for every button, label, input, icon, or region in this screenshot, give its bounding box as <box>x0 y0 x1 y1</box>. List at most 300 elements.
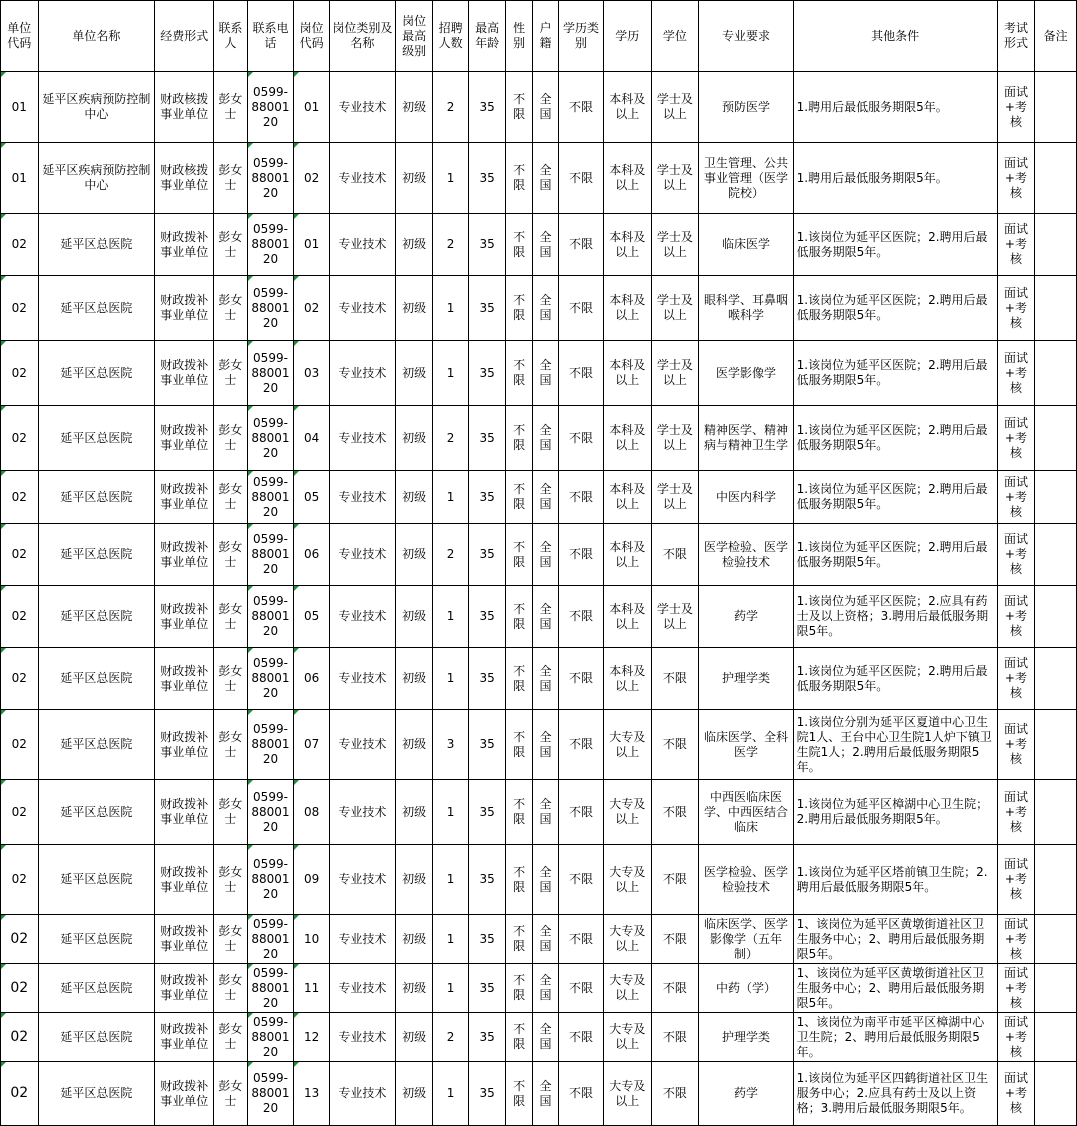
cell-contact: 彭女士 <box>214 276 247 341</box>
cell-exam: 面试+考核 <box>997 648 1035 710</box>
cell-major: 眼科学、耳鼻咽喉科学 <box>699 276 793 341</box>
cell-phone: 0599-8800120 <box>247 710 294 780</box>
cell-contact: 彭女士 <box>214 1062 247 1126</box>
cell-remark <box>1035 143 1077 214</box>
cell-contact: 彭女士 <box>214 341 247 406</box>
cell-education: 本科及以上 <box>603 586 651 648</box>
cell-exam: 面试+考核 <box>997 276 1035 341</box>
column-header: 性别 <box>506 1 532 72</box>
cell-hukou: 全国 <box>532 72 558 143</box>
cell-age: 35 <box>468 214 506 276</box>
cell-exam: 面试+考核 <box>997 72 1035 143</box>
cell-major: 中医内科学 <box>699 471 793 524</box>
cell-level: 初级 <box>395 72 433 143</box>
cell-unit-name: 延平区总医院 <box>38 648 155 710</box>
cell-age: 35 <box>468 72 506 143</box>
cell-hukou: 全国 <box>532 1062 558 1126</box>
cell-phone: 0599-8800120 <box>247 845 294 915</box>
cell-post-code: 03 <box>294 341 330 406</box>
cell-post-type: 专业技术 <box>329 648 395 710</box>
cell-unit-name: 延平区总医院 <box>38 1062 155 1126</box>
cell-unit-name: 延平区总医院 <box>38 524 155 586</box>
cell-phone: 0599-8800120 <box>247 1062 294 1126</box>
cell-education: 本科及以上 <box>603 276 651 341</box>
column-header: 经费形式 <box>155 1 214 72</box>
cell-unit-code: 02 <box>1 524 39 586</box>
cell-gender: 不限 <box>506 471 532 524</box>
cell-remark <box>1035 586 1077 648</box>
cell-gender: 不限 <box>506 780 532 845</box>
cell-phone: 0599-8800120 <box>247 648 294 710</box>
cell-edu-type: 不限 <box>559 710 604 780</box>
table-row <box>1 780 1077 845</box>
cell-hukou: 全国 <box>532 276 558 341</box>
cell-funding: 财政拨补事业单位 <box>155 1013 214 1062</box>
cell-major: 医学检验、医学检验技术 <box>699 845 793 915</box>
cell-unit-code: 02 <box>1 964 39 1013</box>
cell-funding: 财政拨补事业单位 <box>155 1062 214 1126</box>
cell-post-code: 06 <box>294 648 330 710</box>
cell-conditions: 1.该岗位为延平区四鹤街道社区卫生服务中心；2.应具有药士及以上资格；3.聘用后最低服务期限5年。 <box>793 1062 997 1126</box>
cell-unit-name: 延平区总医院 <box>38 710 155 780</box>
cell-phone: 0599-8800120 <box>247 214 294 276</box>
cell-remark <box>1035 341 1077 406</box>
cell-level: 初级 <box>395 710 433 780</box>
cell-degree: 学士及以上 <box>651 276 699 341</box>
cell-gender: 不限 <box>506 648 532 710</box>
cell-unit-name: 延平区总医院 <box>38 471 155 524</box>
table-row <box>1 143 1077 214</box>
cell-major: 药学 <box>699 1062 793 1126</box>
cell-age: 35 <box>468 915 506 964</box>
cell-funding: 财政拨补事业单位 <box>155 586 214 648</box>
cell-hukou: 全国 <box>532 1013 558 1062</box>
cell-funding: 财政拨补事业单位 <box>155 915 214 964</box>
cell-level: 初级 <box>395 780 433 845</box>
cell-gender: 不限 <box>506 915 532 964</box>
cell-education: 大专及以上 <box>603 845 651 915</box>
column-header: 单位名称 <box>38 1 155 72</box>
cell-hukou: 全国 <box>532 143 558 214</box>
cell-gender: 不限 <box>506 845 532 915</box>
cell-unit-code: 02 <box>1 915 39 964</box>
cell-funding: 财政拨补事业单位 <box>155 845 214 915</box>
cell-exam: 面试+考核 <box>997 341 1035 406</box>
cell-contact: 彭女士 <box>214 586 247 648</box>
column-header: 岗位最高级别 <box>395 1 433 72</box>
cell-education: 大专及以上 <box>603 1013 651 1062</box>
cell-funding: 财政拨补事业单位 <box>155 710 214 780</box>
cell-unit-code: 02 <box>1 276 39 341</box>
column-header: 学位 <box>651 1 699 72</box>
cell-unit-name: 延平区总医院 <box>38 845 155 915</box>
table-row <box>1 845 1077 915</box>
cell-count: 2 <box>433 214 469 276</box>
cell-level: 初级 <box>395 1062 433 1126</box>
cell-unit-code: 02 <box>1 710 39 780</box>
table-row <box>1 72 1077 143</box>
cell-unit-name: 延平区总医院 <box>38 341 155 406</box>
cell-degree: 不限 <box>651 524 699 586</box>
cell-remark <box>1035 1062 1077 1126</box>
cell-post-code: 05 <box>294 471 330 524</box>
cell-count: 1 <box>433 915 469 964</box>
cell-funding: 财政核拨事业单位 <box>155 72 214 143</box>
cell-age: 35 <box>468 845 506 915</box>
cell-education: 大专及以上 <box>603 964 651 1013</box>
cell-exam: 面试+考核 <box>997 915 1035 964</box>
cell-gender: 不限 <box>506 406 532 471</box>
cell-age: 35 <box>468 586 506 648</box>
cell-unit-name: 延平区疾病预防控制中心 <box>38 72 155 143</box>
cell-exam: 面试+考核 <box>997 1062 1035 1126</box>
cell-post-type: 专业技术 <box>329 1062 395 1126</box>
cell-major: 临床医学 <box>699 214 793 276</box>
cell-hukou: 全国 <box>532 524 558 586</box>
cell-major: 中药（学） <box>699 964 793 1013</box>
cell-conditions: 1.该岗位为延平区塔前镇卫生院；2.聘用后最低服务期限5年。 <box>793 845 997 915</box>
cell-unit-code: 02 <box>1 586 39 648</box>
cell-count: 2 <box>433 72 469 143</box>
cell-post-type: 专业技术 <box>329 406 395 471</box>
cell-edu-type: 不限 <box>559 72 604 143</box>
cell-funding: 财政拨补事业单位 <box>155 341 214 406</box>
cell-major: 预防医学 <box>699 72 793 143</box>
cell-count: 1 <box>433 586 469 648</box>
cell-conditions: 1.该岗位为延平区医院；2.聘用后最低服务期限5年。 <box>793 214 997 276</box>
cell-major: 临床医学、医学影像学（五年制） <box>699 915 793 964</box>
cell-conditions: 1.该岗位为延平区医院；2.聘用后最低服务期限5年。 <box>793 276 997 341</box>
cell-education: 本科及以上 <box>603 214 651 276</box>
cell-count: 1 <box>433 648 469 710</box>
cell-level: 初级 <box>395 406 433 471</box>
cell-unit-code: 01 <box>1 72 39 143</box>
cell-exam: 面试+考核 <box>997 524 1035 586</box>
cell-age: 35 <box>468 1013 506 1062</box>
cell-post-code: 13 <box>294 1062 330 1126</box>
cell-hukou: 全国 <box>532 648 558 710</box>
cell-gender: 不限 <box>506 214 532 276</box>
cell-funding: 财政拨补事业单位 <box>155 471 214 524</box>
column-header: 考试形式 <box>997 1 1035 72</box>
cell-contact: 彭女士 <box>214 915 247 964</box>
cell-remark <box>1035 276 1077 341</box>
cell-contact: 彭女士 <box>214 214 247 276</box>
cell-contact: 彭女士 <box>214 648 247 710</box>
cell-count: 2 <box>433 1013 469 1062</box>
cell-unit-code: 02 <box>1 845 39 915</box>
cell-age: 35 <box>468 406 506 471</box>
cell-gender: 不限 <box>506 72 532 143</box>
cell-post-type: 专业技术 <box>329 964 395 1013</box>
cell-gender: 不限 <box>506 586 532 648</box>
cell-major: 医学检验、医学检验技术 <box>699 524 793 586</box>
table-row <box>1 648 1077 710</box>
cell-phone: 0599-8800120 <box>247 72 294 143</box>
cell-major: 医学影像学 <box>699 341 793 406</box>
cell-exam: 面试+考核 <box>997 214 1035 276</box>
column-header: 岗位代码 <box>294 1 330 72</box>
cell-unit-name: 延平区总医院 <box>38 964 155 1013</box>
cell-major: 药学 <box>699 586 793 648</box>
cell-major: 卫生管理、公共事业管理（医学院校） <box>699 143 793 214</box>
cell-education: 本科及以上 <box>603 406 651 471</box>
cell-funding: 财政拨补事业单位 <box>155 406 214 471</box>
cell-age: 35 <box>468 648 506 710</box>
cell-remark <box>1035 406 1077 471</box>
cell-degree: 不限 <box>651 915 699 964</box>
cell-funding: 财政拨补事业单位 <box>155 214 214 276</box>
column-header: 专业要求 <box>699 1 793 72</box>
cell-degree: 学士及以上 <box>651 214 699 276</box>
cell-level: 初级 <box>395 214 433 276</box>
cell-hukou: 全国 <box>532 915 558 964</box>
cell-degree: 不限 <box>651 710 699 780</box>
cell-phone: 0599-8800120 <box>247 341 294 406</box>
table-row <box>1 1013 1077 1062</box>
cell-age: 35 <box>468 1062 506 1126</box>
cell-level: 初级 <box>395 964 433 1013</box>
cell-post-code: 07 <box>294 710 330 780</box>
cell-conditions: 1.该岗位为延平区医院；2.聘用后最低服务期限5年。 <box>793 471 997 524</box>
cell-conditions: 1.聘用后最低服务期限5年。 <box>793 72 997 143</box>
cell-major: 临床医学、全科医学 <box>699 710 793 780</box>
cell-conditions: 1.聘用后最低服务期限5年。 <box>793 143 997 214</box>
cell-gender: 不限 <box>506 710 532 780</box>
cell-level: 初级 <box>395 524 433 586</box>
table-row <box>1 276 1077 341</box>
cell-major: 精神医学、精神病与精神卫生学 <box>699 406 793 471</box>
cell-hukou: 全国 <box>532 471 558 524</box>
cell-funding: 财政拨补事业单位 <box>155 780 214 845</box>
cell-degree: 学士及以上 <box>651 341 699 406</box>
cell-exam: 面试+考核 <box>997 710 1035 780</box>
column-header: 联系电话 <box>247 1 294 72</box>
cell-degree: 不限 <box>651 964 699 1013</box>
cell-unit-name: 延平区总医院 <box>38 214 155 276</box>
cell-edu-type: 不限 <box>559 845 604 915</box>
cell-post-code: 06 <box>294 524 330 586</box>
cell-contact: 彭女士 <box>214 1013 247 1062</box>
cell-level: 初级 <box>395 276 433 341</box>
cell-count: 1 <box>433 964 469 1013</box>
cell-post-type: 专业技术 <box>329 915 395 964</box>
cell-remark <box>1035 1013 1077 1062</box>
cell-unit-code: 02 <box>1 648 39 710</box>
cell-exam: 面试+考核 <box>997 143 1035 214</box>
cell-level: 初级 <box>395 648 433 710</box>
cell-major: 护理学类 <box>699 1013 793 1062</box>
cell-contact: 彭女士 <box>214 72 247 143</box>
cell-phone: 0599-8800120 <box>247 471 294 524</box>
cell-unit-name: 延平区总医院 <box>38 276 155 341</box>
cell-edu-type: 不限 <box>559 524 604 586</box>
cell-degree: 不限 <box>651 648 699 710</box>
cell-count: 1 <box>433 341 469 406</box>
cell-edu-type: 不限 <box>559 1062 604 1126</box>
table-row <box>1 1062 1077 1126</box>
cell-level: 初级 <box>395 341 433 406</box>
cell-hukou: 全国 <box>532 710 558 780</box>
cell-count: 2 <box>433 406 469 471</box>
cell-conditions: 1.该岗位为延平区医院；2.聘用后最低服务期限5年。 <box>793 524 997 586</box>
cell-gender: 不限 <box>506 524 532 586</box>
cell-count: 1 <box>433 276 469 341</box>
cell-gender: 不限 <box>506 276 532 341</box>
cell-degree: 学士及以上 <box>651 72 699 143</box>
cell-count: 1 <box>433 845 469 915</box>
cell-count: 3 <box>433 710 469 780</box>
column-header: 岗位类别及名称 <box>329 1 395 72</box>
cell-hukou: 全国 <box>532 780 558 845</box>
cell-contact: 彭女士 <box>214 524 247 586</box>
cell-level: 初级 <box>395 915 433 964</box>
cell-conditions: 1.该岗位为延平区医院；2.聘用后最低服务期限5年。 <box>793 648 997 710</box>
cell-edu-type: 不限 <box>559 341 604 406</box>
cell-unit-code: 02 <box>1 341 39 406</box>
cell-education: 本科及以上 <box>603 471 651 524</box>
cell-exam: 面试+考核 <box>997 406 1035 471</box>
cell-remark <box>1035 915 1077 964</box>
table-row <box>1 586 1077 648</box>
cell-hukou: 全国 <box>532 341 558 406</box>
cell-unit-name: 延平区总医院 <box>38 586 155 648</box>
cell-education: 大专及以上 <box>603 780 651 845</box>
cell-age: 35 <box>468 964 506 1013</box>
cell-edu-type: 不限 <box>559 648 604 710</box>
table-row <box>1 406 1077 471</box>
cell-edu-type: 不限 <box>559 780 604 845</box>
cell-age: 35 <box>468 524 506 586</box>
cell-education: 本科及以上 <box>603 72 651 143</box>
cell-phone: 0599-8800120 <box>247 964 294 1013</box>
cell-degree: 不限 <box>651 1062 699 1126</box>
cell-major: 护理学类 <box>699 648 793 710</box>
cell-remark <box>1035 710 1077 780</box>
cell-degree: 学士及以上 <box>651 406 699 471</box>
table-row <box>1 524 1077 586</box>
cell-post-code: 02 <box>294 276 330 341</box>
cell-hukou: 全国 <box>532 964 558 1013</box>
table-row <box>1 214 1077 276</box>
cell-degree: 学士及以上 <box>651 471 699 524</box>
table-row <box>1 964 1077 1013</box>
cell-unit-name: 延平区总医院 <box>38 1013 155 1062</box>
cell-unit-code: 02 <box>1 1013 39 1062</box>
cell-remark <box>1035 964 1077 1013</box>
cell-hukou: 全国 <box>532 214 558 276</box>
column-header: 招聘人数 <box>433 1 469 72</box>
cell-education: 本科及以上 <box>603 648 651 710</box>
cell-level: 初级 <box>395 586 433 648</box>
cell-post-type: 专业技术 <box>329 1013 395 1062</box>
cell-conditions: 1.该岗位分别为延平区夏道中心卫生院1人、王台中心卫生院1人炉下镇卫生院1人；2.聘用后最低服务期限5年。 <box>793 710 997 780</box>
column-header: 备注 <box>1035 1 1077 72</box>
cell-gender: 不限 <box>506 143 532 214</box>
cell-phone: 0599-8800120 <box>247 406 294 471</box>
cell-exam: 面试+考核 <box>997 586 1035 648</box>
table-row <box>1 710 1077 780</box>
cell-level: 初级 <box>395 143 433 214</box>
cell-education: 大专及以上 <box>603 710 651 780</box>
cell-edu-type: 不限 <box>559 586 604 648</box>
cell-phone: 0599-8800120 <box>247 586 294 648</box>
cell-post-type: 专业技术 <box>329 524 395 586</box>
cell-age: 35 <box>468 780 506 845</box>
cell-count: 1 <box>433 143 469 214</box>
cell-unit-code: 02 <box>1 406 39 471</box>
cell-conditions: 1、该岗位为延平区黄墩街道社区卫生服务中心；2、聘用后最低服务期限5年。 <box>793 915 997 964</box>
table-header-row <box>1 1 1077 72</box>
cell-remark <box>1035 648 1077 710</box>
cell-education: 大专及以上 <box>603 1062 651 1126</box>
cell-remark <box>1035 780 1077 845</box>
cell-post-code: 02 <box>294 143 330 214</box>
cell-exam: 面试+考核 <box>997 1013 1035 1062</box>
cell-edu-type: 不限 <box>559 915 604 964</box>
cell-age: 35 <box>468 471 506 524</box>
cell-post-type: 专业技术 <box>329 710 395 780</box>
cell-edu-type: 不限 <box>559 214 604 276</box>
column-header: 学历 <box>603 1 651 72</box>
column-header: 单位代码 <box>1 1 39 72</box>
cell-count: 2 <box>433 524 469 586</box>
table-row <box>1 471 1077 524</box>
cell-post-type: 专业技术 <box>329 845 395 915</box>
cell-remark <box>1035 471 1077 524</box>
cell-unit-code: 02 <box>1 780 39 845</box>
cell-edu-type: 不限 <box>559 276 604 341</box>
cell-post-type: 专业技术 <box>329 72 395 143</box>
cell-phone: 0599-8800120 <box>247 1013 294 1062</box>
cell-contact: 彭女士 <box>214 845 247 915</box>
cell-funding: 财政拨补事业单位 <box>155 964 214 1013</box>
cell-conditions: 1.该岗位为延平区医院；2.聘用后最低服务期限5年。 <box>793 406 997 471</box>
cell-remark <box>1035 72 1077 143</box>
cell-contact: 彭女士 <box>214 471 247 524</box>
cell-post-code: 12 <box>294 1013 330 1062</box>
cell-unit-code: 01 <box>1 143 39 214</box>
column-header: 学历类别 <box>559 1 604 72</box>
cell-exam: 面试+考核 <box>997 964 1035 1013</box>
cell-degree: 不限 <box>651 780 699 845</box>
cell-edu-type: 不限 <box>559 143 604 214</box>
cell-post-type: 专业技术 <box>329 214 395 276</box>
cell-education: 本科及以上 <box>603 341 651 406</box>
cell-education: 大专及以上 <box>603 915 651 964</box>
cell-unit-name: 延平区总医院 <box>38 780 155 845</box>
cell-count: 1 <box>433 780 469 845</box>
cell-phone: 0599-8800120 <box>247 915 294 964</box>
cell-degree: 学士及以上 <box>651 586 699 648</box>
cell-contact: 彭女士 <box>214 710 247 780</box>
cell-degree: 学士及以上 <box>651 143 699 214</box>
cell-age: 35 <box>468 143 506 214</box>
cell-education: 本科及以上 <box>603 524 651 586</box>
cell-count: 1 <box>433 1062 469 1126</box>
cell-funding: 财政拨补事业单位 <box>155 524 214 586</box>
cell-degree: 不限 <box>651 845 699 915</box>
cell-level: 初级 <box>395 845 433 915</box>
cell-conditions: 1.该岗位为延平区医院；2.应具有药士及以上资格；3.聘用后最低服务期限5年。 <box>793 586 997 648</box>
cell-post-type: 专业技术 <box>329 471 395 524</box>
cell-major: 中西医临床医学、中西医结合临床 <box>699 780 793 845</box>
cell-post-code: 01 <box>294 214 330 276</box>
cell-unit-name: 延平区总医院 <box>38 915 155 964</box>
column-header: 其他条件 <box>793 1 997 72</box>
cell-count: 1 <box>433 471 469 524</box>
cell-remark <box>1035 524 1077 586</box>
